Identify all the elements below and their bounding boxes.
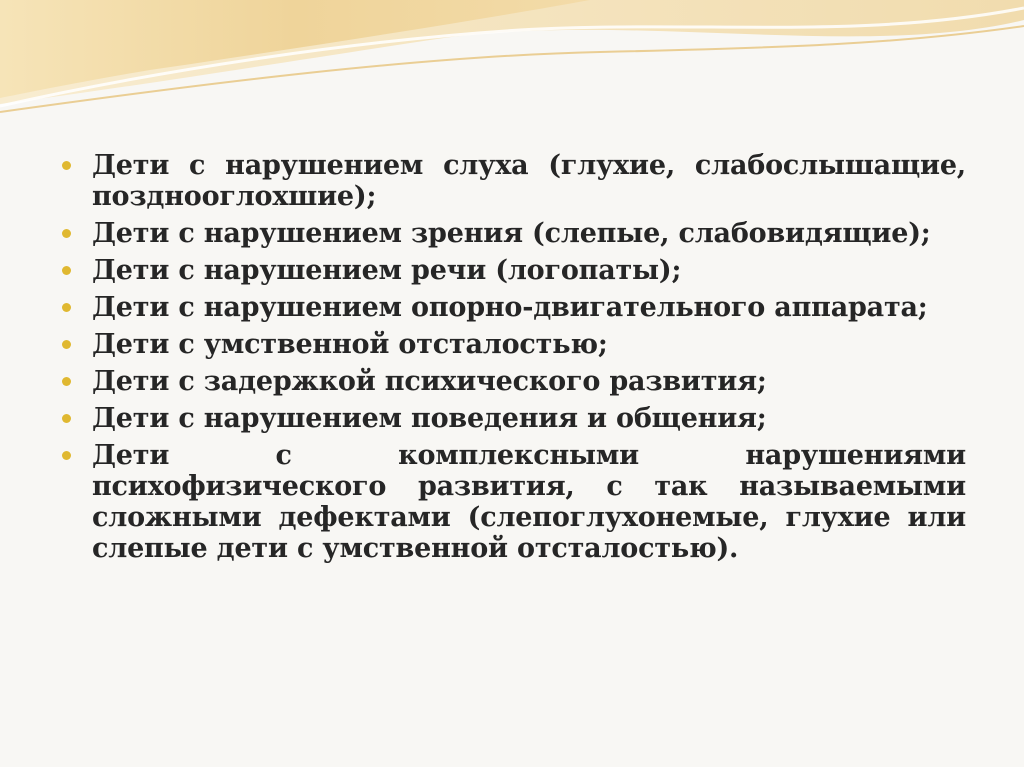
list-item [62,292,966,323]
list-item [62,366,966,397]
list-item-text: Дети с нарушением зрения (слепые, слабовидящие); [92,218,931,249]
bullet-icon [62,266,71,275]
list-item [62,218,966,249]
list-item [62,329,966,360]
list-item [62,150,966,212]
bullet-icon [62,340,71,349]
list-item [62,255,966,286]
list-item [62,403,966,434]
bullet-icon [62,414,71,423]
list-item [62,440,966,564]
list-item-text: Дети с умственной отсталостью; [92,329,608,360]
bullet-icon [62,377,71,386]
bullet-icon [62,161,71,170]
bullet-list [62,150,966,570]
bullet-icon [62,229,71,238]
list-item-text: Дети с задержкой психического развития; [92,366,767,397]
list-item-text: Дети с нарушением слуха (глухие, слабослышащие, позднооглохшие); [92,150,966,212]
bullet-icon [62,303,71,312]
list-item-text: Дети с нарушением речи (логопаты); [92,255,682,286]
bullet-icon [62,451,71,460]
list-item-text: Дети с нарушением поведения и общения; [92,403,767,434]
decorative-wave-header [0,0,1024,140]
list-item-text: Дети с комплексными нарушениями психофизического развития, с так называемыми сложными дефектами (слепоглухонемые, глухие или слепые дети с умственной отсталостью). [92,440,966,564]
list-item-text: Дети с нарушением опорно-двигательного аппарата; [92,292,928,323]
